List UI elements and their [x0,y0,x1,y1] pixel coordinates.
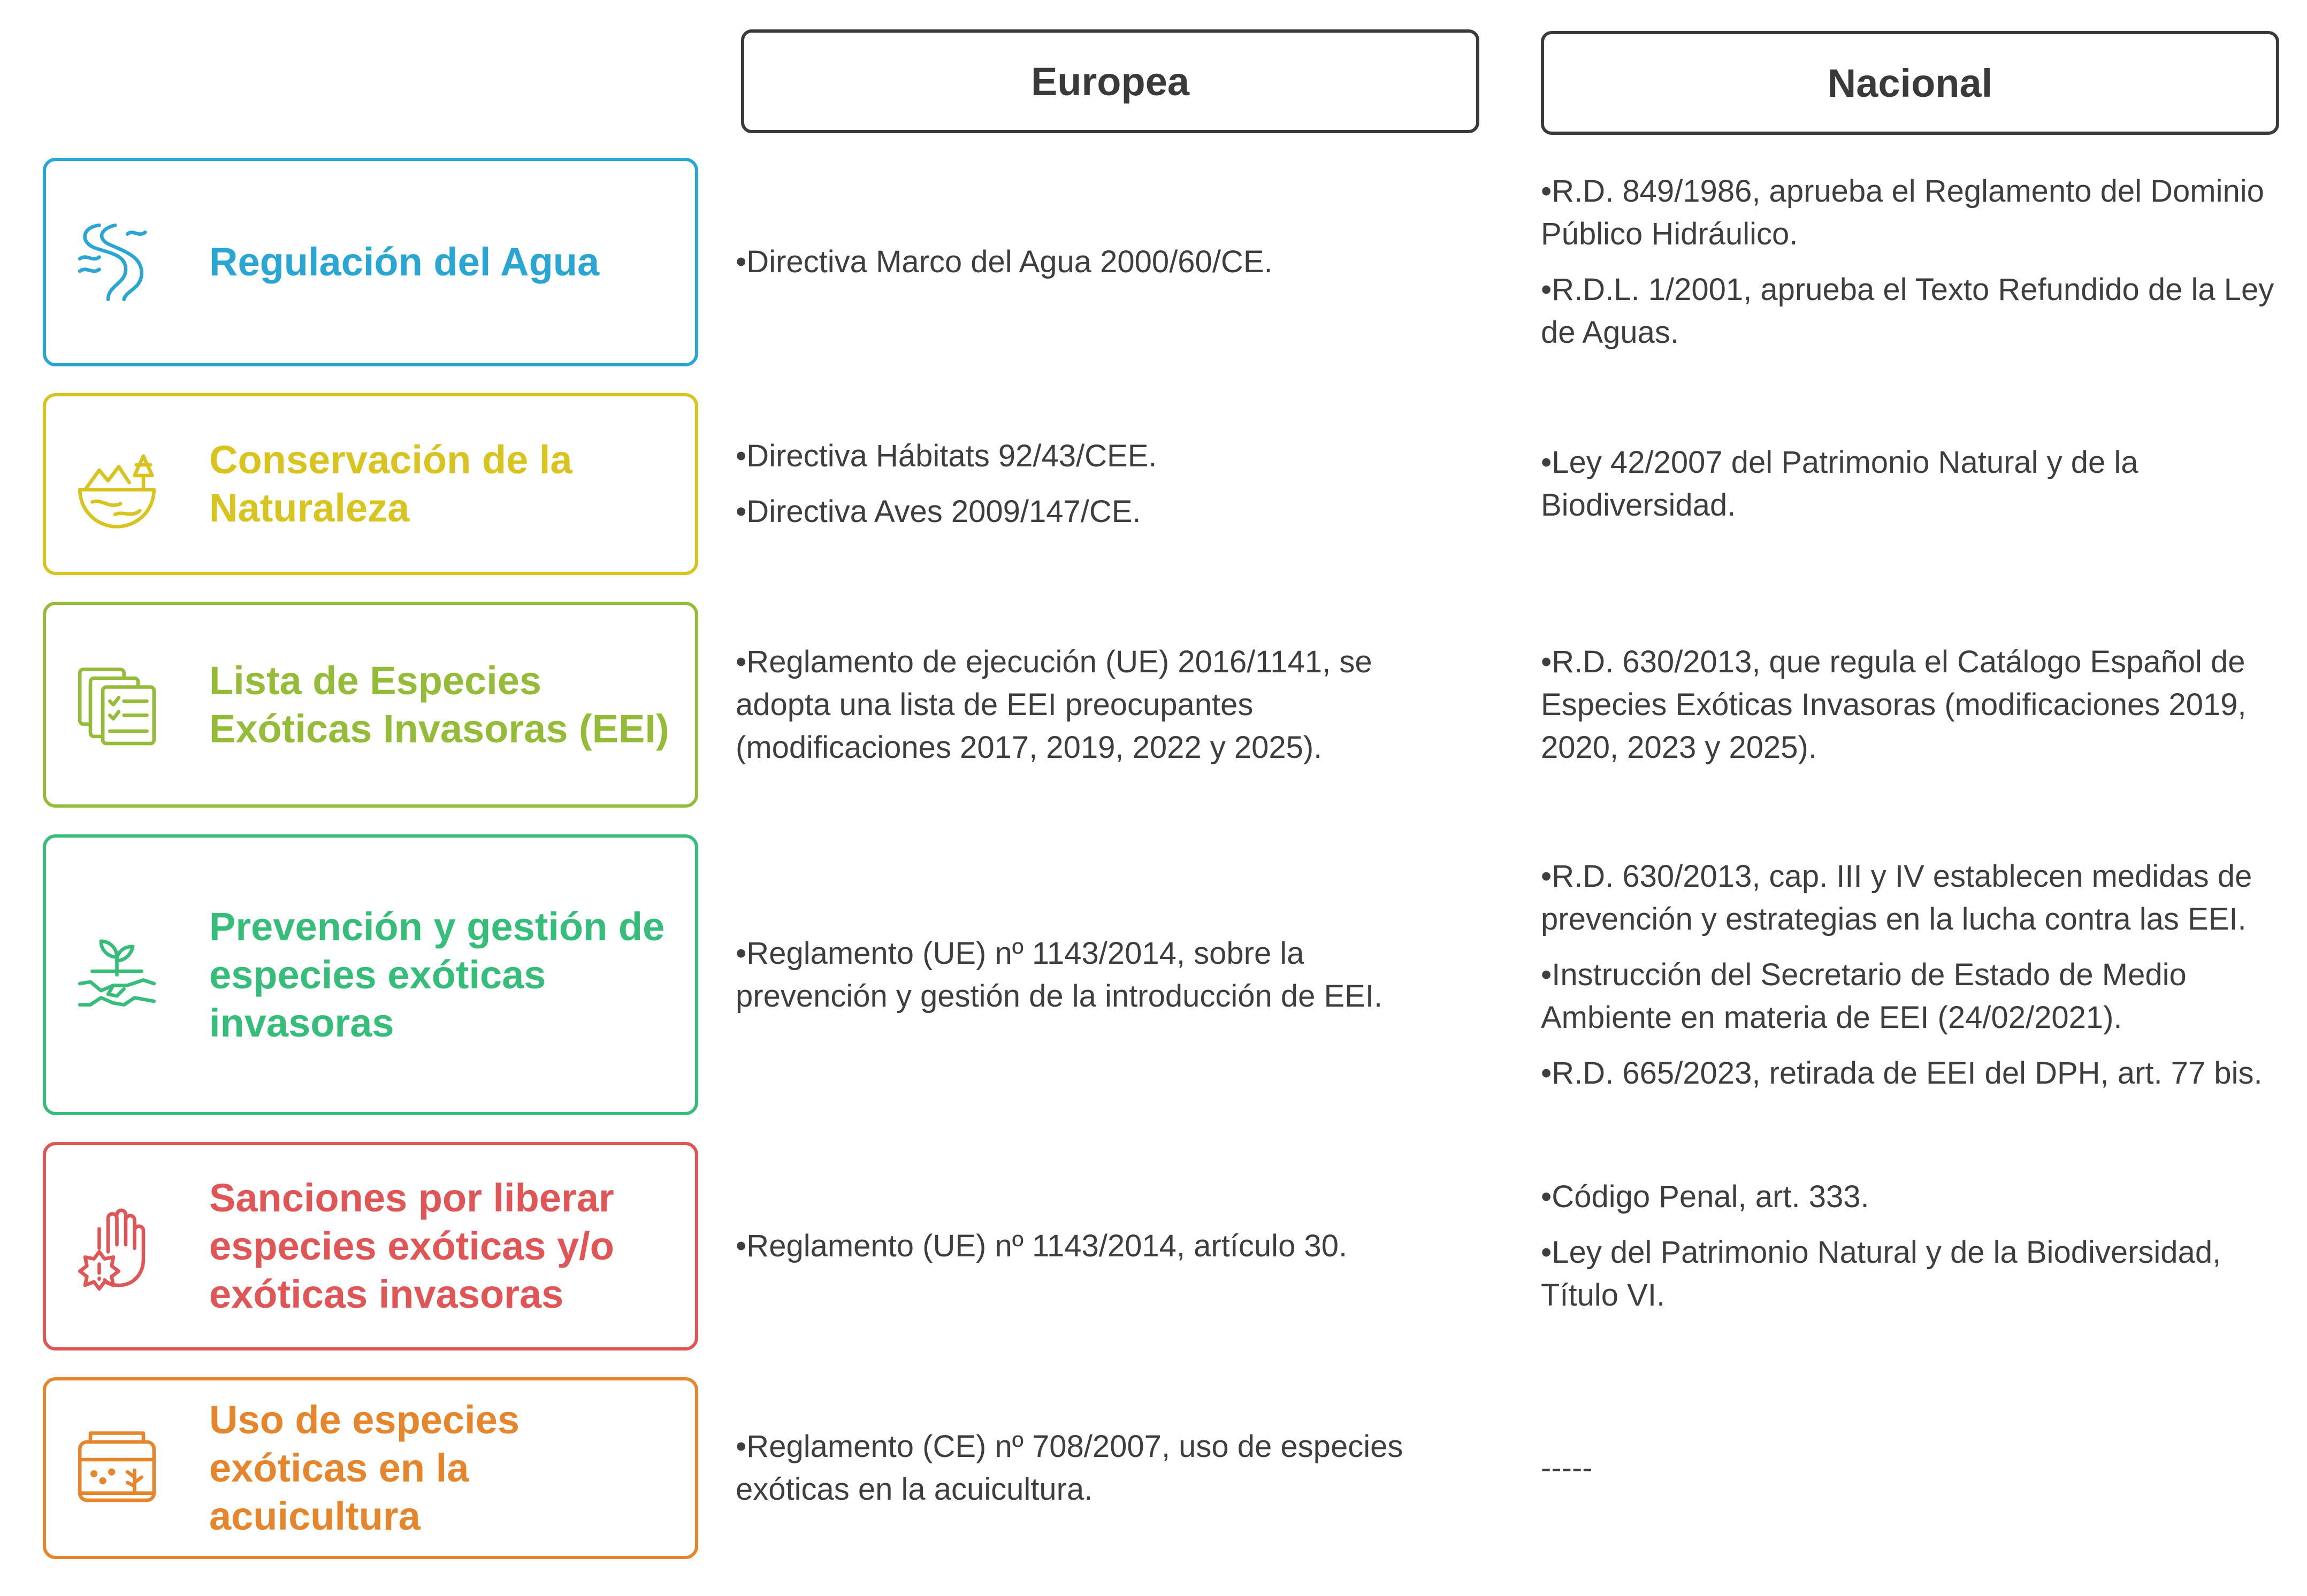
national-item: •R.D. 630/2013, cap. III y IV establecen medidas de prevención y estrategias en la lucha contra las EEI. [1541,858,2252,937]
europe-cell [736,834,1431,1115]
europe-item: •Directiva Marco del Agua 2000/60/CE. [736,244,1273,279]
national-cell [1541,834,2279,1115]
national-cell [1541,602,2279,808]
europe-cell [736,393,1431,575]
national-cell [1541,158,2279,366]
europe-cell [736,1142,1431,1351]
nature-globe-icon [67,435,166,534]
europe-item: •Reglamento de ejecución (UE) 2016/1141, se adopta una lista de EEI preocupantes (modificaciones 2017, 2019, 2022 y 2025). [736,644,1372,765]
plant-handshake-icon [67,925,166,1024]
national-cell [1541,1377,2279,1559]
europe-item: •Directiva Hábitats 92/43/CEE. [736,439,1157,473]
category-title: Regulación del Agua [209,240,600,284]
category-title: Sanciones por liberar especies exóticas y/o exóticas invasoras [209,1176,614,1316]
national-item: ----- [1541,1451,1593,1485]
europe-item: •Reglamento (UE) nº 1143/2014, artículo 30. [736,1229,1348,1263]
europe-cell [736,1377,1431,1559]
category-title: Lista de Especies Exóticas Invasoras (EEI) [209,658,669,751]
national-item: •Ley 42/2007 del Patrimonio Natural y de la Biodiversidad. [1541,445,2138,523]
category-title: Uso de especies exóticas en la acuicultura [209,1398,520,1538]
national-item: •R.D. 630/2013, que regula el Catálogo Español de Especies Exóticas Invasoras (modificaciones 2019, 2020, 2023 y 2025). [1541,644,2247,765]
europe-item: •Directiva Aves 2009/147/CE. [736,494,1141,529]
national-item: •R.D. 665/2023, retirada de EEI del DPH, art. 77 bis. [1541,1055,2263,1091]
national-item: •R.D.L. 1/2001, aprueba el Texto Refundido de la Ley de Aguas. [1541,272,2274,350]
aquarium-icon [67,1419,166,1518]
europe-item: •Reglamento (UE) nº 1143/2014, sobre la prevención y gestión de la introducción de EEI. [736,935,1383,1014]
national-item: •Código Penal, art. 333. [1541,1179,1869,1214]
category-regulacion-agua [43,158,698,366]
category-title: Conservación de la Naturaleza [209,438,572,530]
category-acuicultura [43,1377,698,1559]
checklist-icon [67,655,166,754]
river-icon [67,213,166,312]
category-conservacion-naturaleza [43,393,698,575]
europe-item: •Reglamento (CE) nº 708/2007, uso de especies exóticas en la acuicultura. [736,1429,1403,1507]
national-cell [1541,393,2279,575]
national-item: •Ley del Patrimonio Natural y de la Biodiversidad, Título VI. [1541,1235,2221,1313]
category-prevencion-gestion [43,834,698,1115]
national-cell [1541,1142,2279,1351]
europe-cell [736,158,1431,366]
header-europea: Europea [741,29,1479,133]
europe-cell [736,602,1431,808]
category-title: Prevención y gestión de especies exóticas invasoras [209,904,665,1045]
national-item: •R.D. 849/1986, aprueba el Reglamento del Dominio Público Hidráulico. [1541,174,2264,251]
hand-warning-icon [67,1197,166,1296]
header-nacional: Nacional [1541,31,2279,135]
category-sanciones [43,1142,698,1351]
category-lista-eei [43,602,698,808]
national-item: •Instrucción del Secretario de Estado de Medio Ambiente en materia de EEI (24/02/2021). [1541,957,2187,1035]
